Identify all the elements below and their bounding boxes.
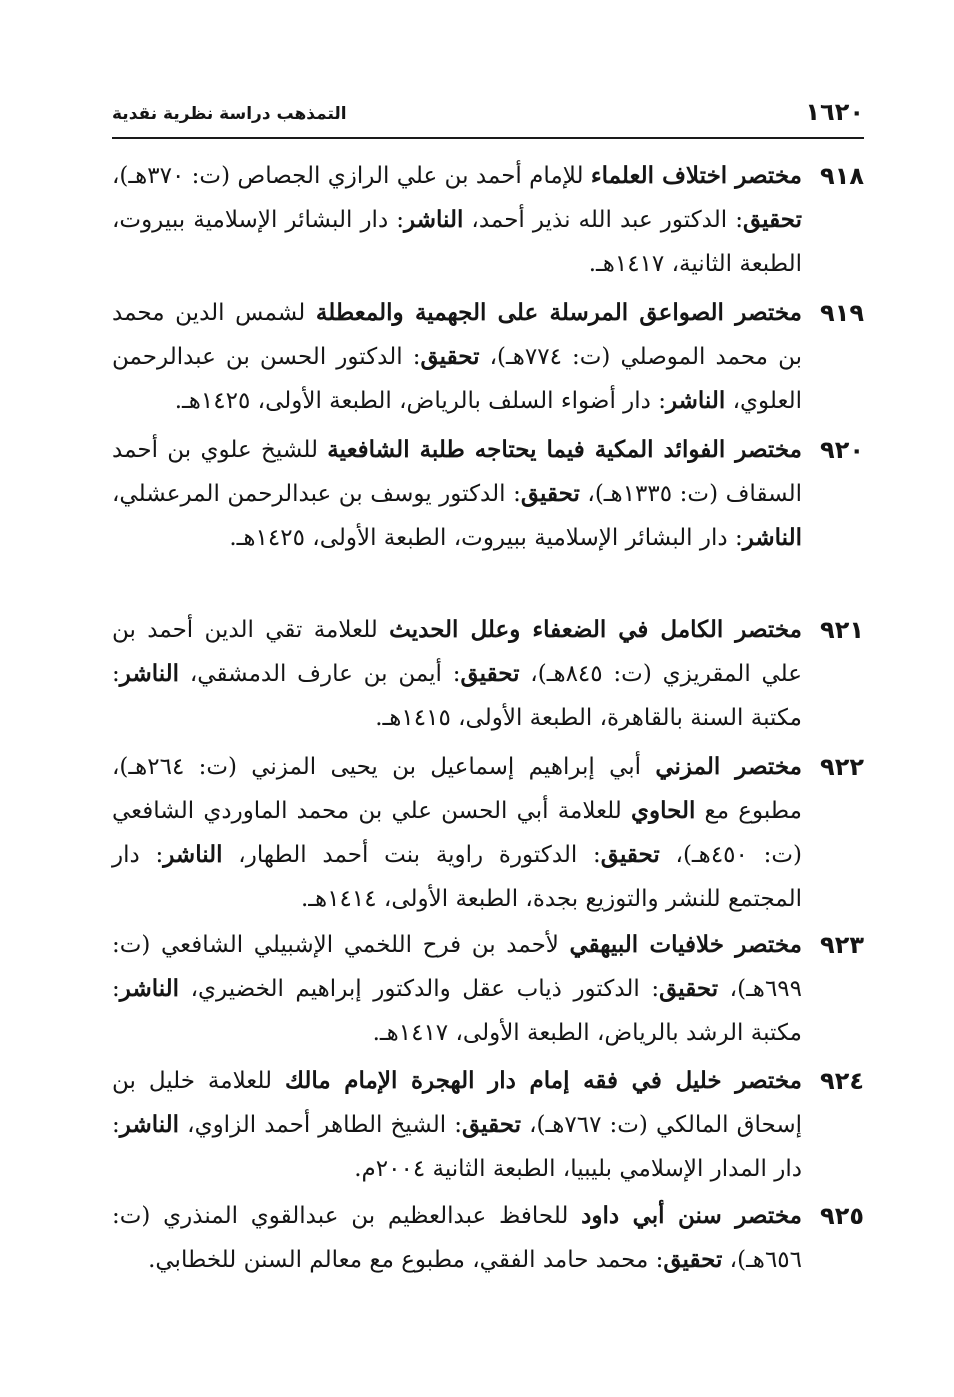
- entry-publisher: : مكتبة السنة بالقاهرة، الطبعة الأولى، ١٤١٥هـ.: [112, 661, 802, 731]
- entry-title: مختصر اختلاف العلماء: [590, 162, 802, 189]
- publisher-label: الناشر: [119, 975, 180, 1002]
- entry-title: مختصر الكامل في الضعفاء وعلل الحديث: [389, 616, 803, 643]
- entry-title: مختصر خليل في فقه إمام دار الهجرة الإمام مالك: [284, 1067, 802, 1094]
- editor-label: تحقيق: [600, 841, 660, 868]
- entry-text: [112, 428, 802, 560]
- entry-title: مختصر خلافيات البيهقي: [569, 931, 803, 958]
- editor-label: تحقيق: [420, 343, 480, 370]
- publisher-label: الناشر: [119, 1111, 180, 1138]
- entry-publisher: : دار البشائر الإسلامية ببيروت، الطبعة الثانية، ١٤١٧هـ.: [112, 207, 802, 277]
- entry-author: للعلامة تقي الدين أحمد بن علي المقريزي (ت: ٨٤٥هـ)،: [112, 617, 803, 687]
- editor-label: تحقيق: [520, 480, 580, 507]
- entry-publisher: : دار البشائر الإسلامية ببيروت، الطبعة الأولى، ١٤٢٥هـ.: [229, 525, 743, 551]
- entry-number: ٩٢٣: [820, 931, 864, 959]
- entry-title: مختصر الفوائد المكية فيما يحتاجه طلبة الشافعية: [327, 436, 803, 463]
- page-header: [112, 96, 864, 136]
- entry-title-secondary: الحاوي: [630, 797, 696, 824]
- entry-number: ٩٢٤: [820, 1067, 864, 1095]
- publisher-label: الناشر: [119, 660, 180, 687]
- entry-text: [112, 291, 802, 423]
- entry-publisher: : مكتبة الرشد بالرياض، الطبعة الأولى، ١٤١٧هـ.: [112, 976, 802, 1046]
- publisher-label: الناشر: [742, 524, 802, 551]
- entry-publisher: : دار المدار الإسلامي بليبيا، الطبعة الثانية ٢٠٠٤م.: [112, 1112, 802, 1182]
- entry-editor: : الدكتور الحسن بن عبدالرحمن العلوي،: [112, 344, 802, 414]
- entry-text: [112, 745, 802, 921]
- page-number: ١٦٢٠: [805, 98, 864, 126]
- entry-number: ٩٢٥: [820, 1202, 864, 1230]
- entry-editor: : الدكتور عبد الله نذير أحمد،: [463, 207, 743, 233]
- entry-editor: : الشيخ الطاهر أحمد الزاوي،: [179, 1112, 462, 1138]
- entry-title: مختصر المزني: [655, 753, 802, 780]
- entry-editor: : الدكتور ذياب عقل والدكتور إبراهيم الخضيري،: [179, 976, 660, 1002]
- entry-number: ٩١٨: [820, 162, 864, 190]
- entry-title: مختصر سنن أبي داود: [581, 1202, 802, 1229]
- publisher-label: الناشر: [163, 841, 223, 868]
- editor-label: تحقيق: [460, 660, 520, 687]
- entry-editor: : محمد حامد الفقي، مطبوع مع معالم السنن للخطابي.: [148, 1247, 664, 1273]
- entry-author: للشيخ علوي بن أحمد السقاف (ت: ١٣٣٥هـ)،: [112, 437, 802, 507]
- entry-number: ٩٢١: [820, 616, 864, 644]
- entry-text: [112, 1059, 802, 1191]
- entry-editor: : أيمن بن عارف الدمشقي،: [179, 661, 461, 687]
- entry-publisher: : دار المجتمع للنشر والتوزيع بجدة، الطبعة الأولى، ١٤١٤هـ.: [112, 842, 802, 912]
- editor-label: تحقيق: [663, 1246, 723, 1273]
- entry-editor: : الدكتور يوسف بن عبدالرحمن المرعشلي،: [112, 481, 521, 507]
- entry-text: [112, 923, 802, 1055]
- entry-number: ٩٢٠: [820, 436, 864, 464]
- entry-text: [112, 1194, 802, 1282]
- entry-number: ٩١٩: [820, 299, 864, 327]
- entry-title: مختصر الصواعق المرسلة على الجهمية والمعطلة: [315, 299, 802, 326]
- entry-author: للإمام أحمد بن علي الرازي الجصاص (ت: ٣٧٠هـ)،: [112, 163, 591, 189]
- entry-text: [112, 608, 802, 740]
- entry-editor: : الدكتورة راوية بنت أحمد الطهار،: [222, 842, 601, 868]
- editor-label: تحقيق: [462, 1111, 522, 1138]
- publisher-label: الناشر: [404, 206, 464, 233]
- entry-author: أبي إبراهيم إسماعيل بن يحيى المزني (ت: ٢٦٤هـ)، مطبوع مع: [112, 754, 802, 824]
- entry-author: لأحمد بن فرح اللخمي الإشبيلي الشافعي (ت: ٦٩٩هـ)،: [112, 932, 802, 1002]
- editor-label: تحقيق: [743, 206, 803, 233]
- publisher-label: الناشر: [665, 387, 726, 414]
- header-rule: [112, 137, 864, 139]
- editor-label: تحقيق: [659, 975, 719, 1002]
- entry-number: ٩٢٢: [820, 753, 864, 781]
- entry-author: للحافظ عبدالعظيم بن عبدالقوي المنذري (ت: ٦٥٦هـ)،: [112, 1203, 802, 1273]
- entry-author: للعلامة خليل بن إسحاق المالكي (ت: ٧٦٧هـ)،: [112, 1068, 802, 1138]
- entry-publisher: : دار أضواء السلف بالرياض، الطبعة الأولى، ١٤٢٥هـ.: [174, 388, 666, 414]
- entry-text: [112, 154, 802, 286]
- entry-author: لشمس الدين محمد بن محمد الموصلي (ت: ٧٧٤هـ)،: [112, 300, 802, 370]
- entry-commentator: للعلامة أبي الحسن علي بن محمد الماوردي الشافعي (ت: ٤٥٠هـ)،: [112, 798, 802, 868]
- running-title: التمذهب دراسة نظرية نقدية: [112, 104, 347, 124]
